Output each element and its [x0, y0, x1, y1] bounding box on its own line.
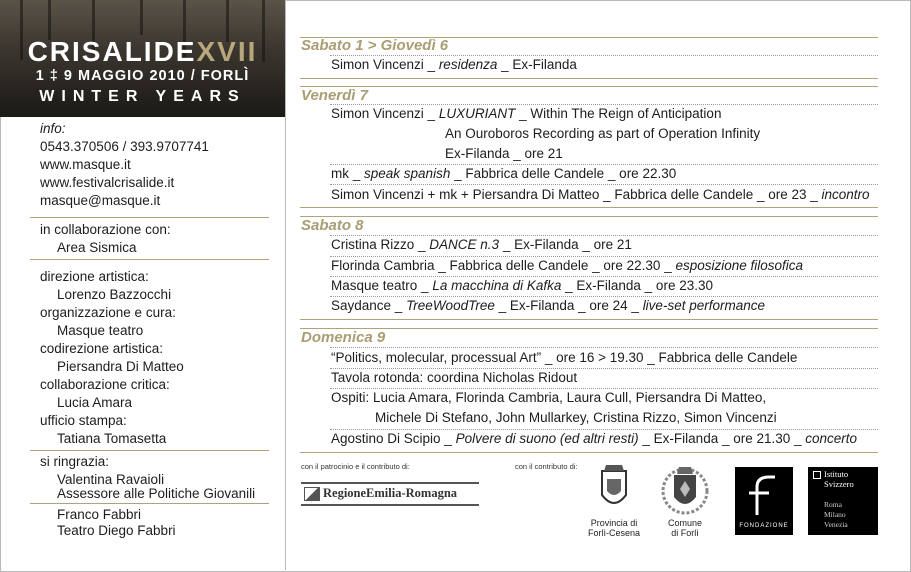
event-line: Simon Vincenzi _ LUXURIANT _ Within The Reign of Anticipation — [331, 106, 722, 121]
day-heading: Domenica 9 — [301, 329, 386, 346]
patrocinio-label: con il patrocinio e il contributo di: — [301, 462, 410, 471]
comune-caption: Comune di Forlì — [667, 518, 703, 538]
event-line: mk _ speak spanish _ Fabbrica delle Candele _ ore 22.30 — [331, 166, 677, 181]
credit-label: ufficio stampa: — [40, 413, 127, 428]
thanks-item: Franco Fabbri — [57, 507, 142, 522]
credit-label: direzione artistica: — [40, 269, 149, 284]
event-line: Agostino Di Scipio _ Polvere di suono (ed altri resti) _ Ex-Filanda _ ore 21.30 _ concerto — [331, 431, 858, 446]
info-site-masque[interactable]: www.masque.it — [40, 157, 131, 172]
provincia-crest-icon — [594, 461, 634, 517]
provincia-caption: Provincia di Forlì-Cesena — [587, 518, 641, 538]
fondazione-f-icon — [735, 467, 793, 521]
festival-dates: 1 ‡ 9 MAGGIO 2010 / FORLÌ — [35, 68, 250, 84]
collab-value: Area Sismica — [57, 240, 137, 255]
header-banner — [0, 0, 285, 117]
contributo-label: con il contributo di: — [515, 462, 578, 471]
event-line: Saydance _ TreeWoodTree _ Ex-Filanda _ ore 24 _ live-set performance — [331, 298, 765, 313]
event-line-continued: Michele Di Stefano, John Mullarkey, Cristina Rizzo, Simon Vincenzi — [375, 410, 777, 425]
thanks-item: Valentina Ravaioli — [57, 472, 165, 487]
info-email[interactable]: masque@masque.it — [40, 193, 161, 208]
event-line-continued: An Ouroboros Recording as part of Operation Infinity — [445, 126, 761, 141]
info-label: info: — [40, 121, 66, 136]
credit-value: Masque teatro — [57, 323, 144, 338]
event-line: Tavola rotonda: coordina Nicholas Ridout — [331, 370, 578, 385]
thanks-item: Teatro Diego Fabbri — [57, 523, 176, 538]
event-line: Simon Vincenzi + mk + Piersandra Di Matteo _ Fabbrica delle Candele _ ore 23 _ incontro — [331, 187, 870, 202]
credit-value: Piersandra Di Matteo — [57, 359, 184, 374]
festival-subtitle: WINTER YEARS — [39, 88, 246, 105]
istituto-square-icon — [813, 471, 821, 479]
event-line: Florinda Cambria _ Fabbrica delle Candele _ ore 22.30 _ esposizione filosofica — [331, 258, 804, 273]
day-heading: Sabato 8 — [301, 217, 364, 234]
credit-label: codirezione artistica: — [40, 341, 164, 356]
thanks-label: si ringrazia: — [40, 454, 110, 469]
left-column — [0, 0, 286, 570]
credit-label: collaborazione critica: — [40, 377, 170, 392]
istituto-svizzero-logo: Istituto Svizzero Roma Milano Venezia — [808, 467, 878, 535]
event-line: Masque teatro _ La macchina di Kafka _ Ex-Filanda _ ore 23.30 — [331, 278, 713, 293]
credit-label: organizzazione e cura: — [40, 305, 176, 320]
event-line-continued: Ex-Filanda _ ore 21 — [445, 146, 563, 161]
day-heading: Venerdì 7 — [301, 87, 368, 104]
festival-title: CRISALIDEXVII — [27, 36, 258, 67]
credit-value: Lucia Amara — [57, 395, 133, 410]
event-line: Ospiti: Lucia Amara, Florinda Cambria, Laura Cull, Piersandra Di Matteo, — [331, 390, 767, 405]
event-line: Cristina Rizzo _ DANCE n.3 _ Ex-Filanda _ ore 21 — [331, 237, 632, 252]
event-line: “Politics, molecular, processual Art” _ ore 16 > 19.30 _ Fabbrica delle Candele — [331, 350, 798, 365]
info-site-festival[interactable]: www.festivalcrisalide.it — [40, 175, 175, 190]
day-heading: Sabato 1 > Giovedì 6 — [301, 37, 449, 54]
credit-value: Tatiana Tomasetta — [57, 431, 167, 446]
thanks-item: Assessore alle Politiche Giovanili — [57, 486, 256, 501]
info-phone: 0543.370506 / 393.9707741 — [40, 139, 209, 154]
regione-emilia-romagna-logo: RegioneEmilia-Romagna — [301, 482, 479, 506]
fondazione-logo: FONDAZIONE — [735, 467, 793, 535]
credit-value: Lorenzo Bazzocchi — [57, 287, 172, 302]
collab-label: in collaborazione con: — [40, 222, 171, 237]
event-line: Simon Vincenzi _ residenza _ Ex-Filanda — [331, 57, 577, 72]
comune-crest-icon — [660, 461, 710, 517]
